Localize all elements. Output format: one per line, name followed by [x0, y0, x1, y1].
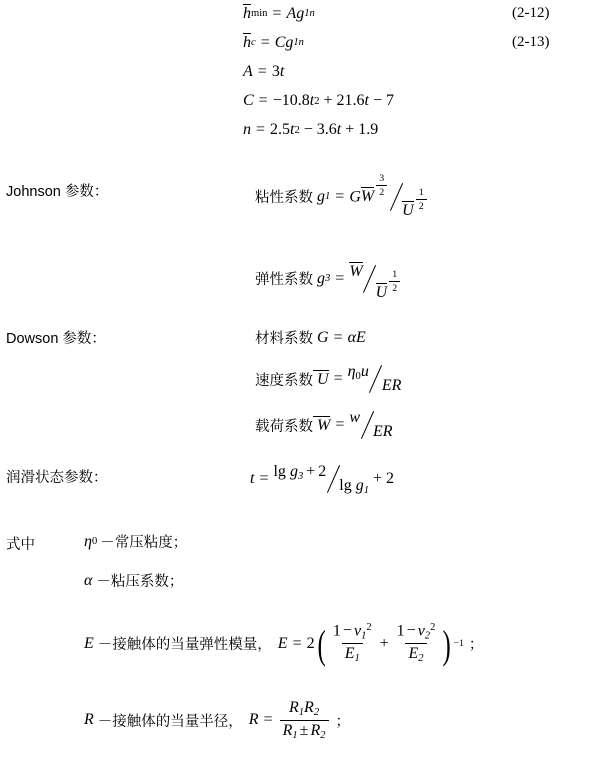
formula-elasticity-coefficient: 弹性系数 g 3 = W U $^{\frac{1}{2}}$ [255, 262, 402, 295]
label-lubrication-state: 润滑状态参数： [6, 470, 108, 486]
formula-lubrication-state: t = $\lg g_3 + 2$ $\lg g_1$ + 2 [250, 462, 395, 496]
definition-alpha: α － 粘压系数； [84, 571, 184, 590]
formula-load-coefficient: 载荷系数 W = w ER [255, 409, 393, 440]
equation-n: n = 2.5 t 2 − 3.6 t + 1.9 [243, 121, 379, 138]
definition-eta0: η 0 － 常压粘度； [84, 532, 188, 551]
formula-material-coefficient: 材料系数 G = α E [255, 328, 366, 347]
equation-2-13: h c = C g 1 n [243, 33, 304, 51]
label-where: 式中 [6, 537, 35, 553]
equation-2-12: h min = A g 1 n [243, 4, 315, 22]
formula-viscosity-coefficient: 粘性系数 g 1 = GW $^{\frac{3}{2}}$ U $^{\frac{1}{2}}$ [255, 180, 429, 213]
definition-R: R － 接触体的当量半径， R = $\frac{R_1R_2}{R_1 \pm R_2}$ ； [84, 699, 350, 741]
label-johnson: Johnson 参数： [6, 184, 109, 200]
equation-number-2-12: (2-12) [512, 5, 550, 21]
definition-E: E － 接触体的当量弹性模量， E = 2 ( $\frac{1 - \nu_1^2}{E_1}$ + $\frac{1 - \nu_2^2}{E_2}$ ) −1 ； [84, 622, 484, 668]
equation-A: A = 3 t [243, 63, 285, 80]
equation-number-2-13: (2-13) [512, 34, 550, 50]
equation-C: C = −10.8 t 2 + 21.6 t − 7 [243, 92, 394, 109]
label-dowson: Dowson 参数： [6, 331, 106, 347]
formula-speed-coefficient: 速度系数 U = $\eta_0u$ ER [255, 362, 402, 394]
